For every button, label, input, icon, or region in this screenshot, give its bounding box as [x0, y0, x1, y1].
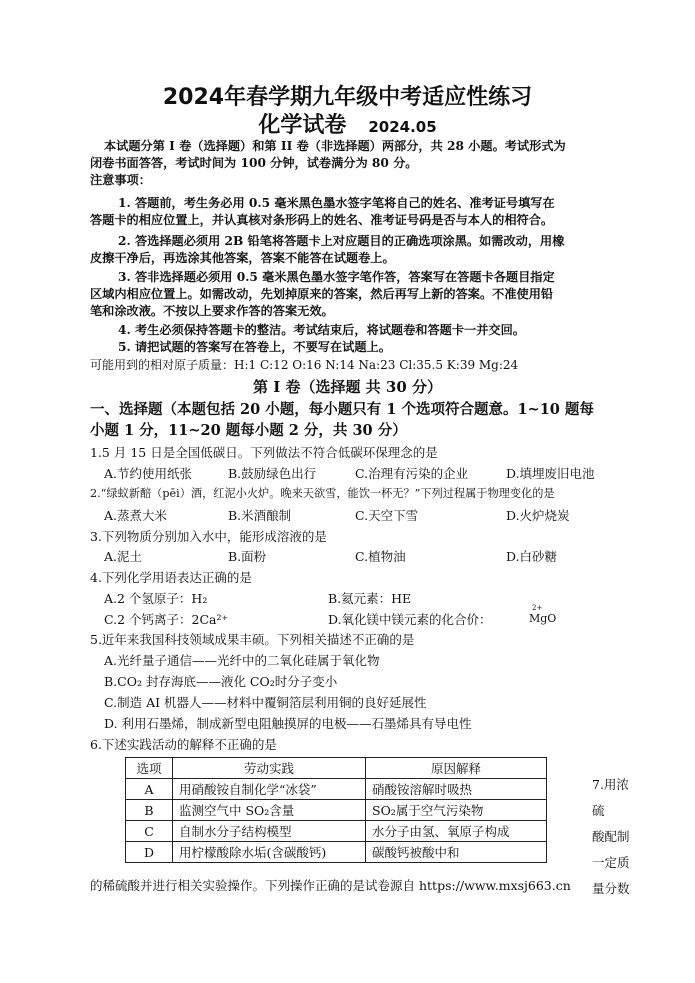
- question-stem: 3.下列物质分别加入水中，能形成溶液的是: [90, 529, 327, 544]
- table-header: 原因解释: [366, 758, 547, 779]
- q7-side-text: 7.用浓硫 酸配制 一定质 量分数: [592, 777, 630, 896]
- intro-line: 1. 答题前，考生务必用 0.5 毫米黑色墨水签字笔将自己的姓名、准考证号填写在: [118, 196, 555, 210]
- q7-continuation: 的稀硫酸并进行相关实验操作。下列操作正确的是试卷源自 https://www.mxsj663.cn: [90, 878, 571, 893]
- intro-line: 5. 请把试题的答案写在答卷上，不要写在试题上。: [118, 340, 391, 354]
- option: D.填埋废旧电池: [506, 466, 595, 481]
- option: A.光纤量子通信——光纤中的二氧化硅属于氧化物: [104, 653, 380, 668]
- option: C.制造 AI 机器人——材料中覆铜箔层利用铜的良好延展性: [104, 695, 427, 710]
- table-row: [126, 800, 547, 821]
- subject-title: 化学试卷: [258, 113, 347, 138]
- table-cell: B: [126, 800, 173, 821]
- intro-line: 3. 答非选择题必须用 0.5 毫米黑色墨水签字笔作答，答案写在答题卡各题目指定: [118, 270, 555, 284]
- intro-line: 区域内相应位置上。如需改动，先划掉原来的答案，然后再写上新的答案。不准使用铅: [90, 287, 554, 301]
- table-header: 选项: [126, 758, 173, 779]
- exam-date: 2024.05: [368, 118, 437, 136]
- table-cell: 碳酸钙被酸中和: [366, 842, 547, 863]
- option: B.鼓励绿色出行: [228, 466, 317, 481]
- option: A.节约使用纸张: [104, 466, 193, 481]
- table-cell: D: [126, 842, 173, 863]
- option: C.植物油: [355, 549, 406, 564]
- option: A.蒸煮大米: [104, 508, 168, 523]
- table-row: [126, 821, 547, 842]
- option: D.氧化镁中镁元素的化合价：: [328, 612, 492, 627]
- option: A.泥土: [104, 549, 143, 564]
- table-cell: 监测空气中 SO₂含量: [173, 800, 366, 821]
- intro-line: 闭卷书面答答，考试时间为 100 分钟，试卷满分为 80 分。: [90, 156, 418, 170]
- option: B.面粉: [228, 549, 267, 564]
- option: D. 利用石墨烯，制成新型电阻触摸屏的电极——石墨烯具有导电性: [104, 716, 472, 731]
- mgo-charge: 2+: [532, 604, 543, 612]
- mgo-formula: 2+ MgO: [529, 604, 557, 625]
- intro-line: 笔和涂改液。不按以上要求作答的答案无效。: [90, 304, 334, 318]
- exam-subtitle: [0, 108, 695, 139]
- table-cell: 用硝酸铵自制化学“冰袋”: [173, 779, 366, 800]
- exam-title: 2024年春学期九年级中考适应性练习: [162, 85, 533, 110]
- table-header: 劳动实践: [173, 758, 366, 779]
- option: B.CO₂ 封存海底——液化 CO₂时分子变小: [104, 674, 338, 689]
- intro-line: 皮擦干净后，再选涂其他答案，答案不能答在试题卷上。: [90, 251, 395, 265]
- option: B.米酒酿制: [228, 508, 292, 523]
- option: B.氦元素：HE: [328, 591, 412, 606]
- section-title: 第 I 卷（选择题 共 30 分）: [252, 378, 442, 396]
- option: A.2 个氢原子：H₂: [104, 591, 208, 606]
- question-stem: 5.近年来我国科技领域成果丰硕。下列相关描述不正确的是: [90, 632, 415, 647]
- option: C.天空下雪: [355, 508, 419, 523]
- atomic-masses: 可能用到的相对原子质量：H:1 C:12 O:16 N:14 Na:23 Cl:35.5 K:39 Mg:24: [90, 358, 519, 372]
- table-row: [126, 779, 547, 800]
- part-heading: 小题 1 分，11~20 题每小题 2 分，共 30 分）: [90, 422, 407, 439]
- table-cell: 硝酸铵溶解时吸热: [366, 779, 547, 800]
- question-stem: 1.5 月 15 日是全国低碳日。下列做法不符合低碳环保理念的是: [90, 445, 438, 460]
- table-cell: 水分子由氢、氧原子构成: [366, 821, 547, 842]
- option: D.白砂糖: [506, 549, 558, 564]
- table-row: [126, 842, 547, 863]
- option: C.2 个钙离子：2Ca²⁺: [104, 612, 229, 627]
- question-stem: 2.“绿蚁新醅（pēi）酒，红泥小火炉。晚来天欲雪，能饮一杯无？”下列过程属于物理变化的是: [90, 487, 555, 500]
- question-stem: 4.下列化学用语表达正确的是: [90, 570, 252, 585]
- option: D.火炉烧炭: [506, 508, 570, 523]
- intro-line: 2. 答选择题必须用 2B 铅笔将答题卡上对应题目的正确选项涂黑。如需改动，用橡: [118, 234, 565, 248]
- table-cell: 自制水分子结构模型: [173, 821, 366, 842]
- q6-table: [125, 757, 547, 863]
- intro-line: 答题卡的相应位置上，并认真核对条形码上的姓名、准考证号码是否与本人的相符合。: [90, 213, 554, 227]
- option: C.治理有污染的企业: [355, 466, 469, 481]
- table-header-row: [126, 758, 547, 779]
- intro-line: 4. 考生必须保持答题卡的整洁。考试结束后，将试题卷和答题卡一并交回。: [118, 323, 525, 337]
- question-stem: 6.下述实践活动的解释不正确的是: [90, 737, 277, 752]
- table-cell: 用柠檬酸除水垢(含碳酸钙): [173, 842, 366, 863]
- notice-heading: 注意事项：: [90, 173, 151, 187]
- intro-line: 本试题分第 I 卷（选择题）和第 II 卷（非选择题）两部分，共 28 小题。考试形式为: [104, 139, 566, 153]
- table-cell: A: [126, 779, 173, 800]
- table-cell: SO₂属于空气污染物: [366, 800, 547, 821]
- part-heading: 一、选择题（本题包括 20 小题，每小题只有 1 个选项符合题意。1~10 题每: [90, 401, 594, 418]
- table-cell: C: [126, 821, 173, 842]
